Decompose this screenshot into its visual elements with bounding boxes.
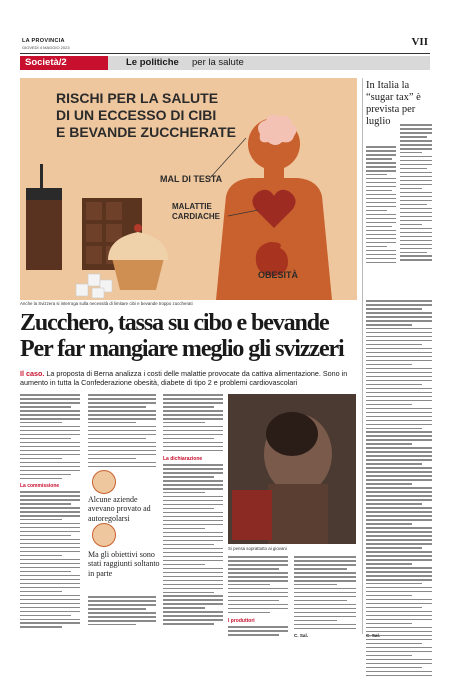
sidebar-title: In Italia la “sugar tax” è prevista per luglio xyxy=(366,80,421,127)
drink-icon xyxy=(26,164,62,270)
lead xyxy=(20,369,358,388)
headline-line1: Zucchero, tassa su cibo e bevande xyxy=(20,310,329,336)
sidebar-col-b-text xyxy=(400,124,432,263)
small-photo-illustration xyxy=(228,394,356,544)
section-title-bold: Le politiche xyxy=(126,57,179,68)
body-col1-text-top xyxy=(20,394,80,482)
small-photo xyxy=(228,394,356,544)
pullquote-1: Alcune aziende avevano provato ad autoregolarsi xyxy=(88,495,151,523)
sidebar-rule xyxy=(362,78,363,634)
masthead-rule xyxy=(20,53,430,54)
sidebar-col-a-text xyxy=(366,146,396,266)
body-col1-text-bottom xyxy=(20,491,80,630)
pullquote-icon-1 xyxy=(92,470,116,494)
small-photo-caption: Si pensa soprattutto ai giovani xyxy=(228,546,287,551)
subhead-produttori: I produttori xyxy=(228,618,255,624)
lead-kicker: Il caso. xyxy=(20,369,45,378)
subhead-commissione: La commissione xyxy=(20,483,60,489)
issue-date: GIOVEDÌ 4 MAGGIO 2023 xyxy=(22,45,70,50)
body-col4-text-bottom xyxy=(228,626,288,638)
pullquote-2: Ma gli obiettivi sono stati raggiunti soltanto in parte xyxy=(88,550,160,578)
page-number: VII xyxy=(411,36,428,48)
sidebar-lower-text xyxy=(366,300,432,679)
label-head: MAL DI TESTA xyxy=(160,174,223,184)
masthead xyxy=(0,0,450,48)
section-name: Società/2 xyxy=(25,57,67,68)
subhead-dichiarazione: La dichiarazione xyxy=(163,456,203,462)
headline-line2: Per far mangiare meglio gli svizzeri xyxy=(20,336,344,362)
body-col3-text-top xyxy=(163,394,223,454)
body-col5-text xyxy=(294,556,356,632)
sidebar-signature: C. Sal. xyxy=(366,633,381,638)
label-heart-line1: MALATTIE xyxy=(172,202,212,211)
paper-name: LA PROVINCIA xyxy=(22,38,65,44)
body-col3-text-bottom xyxy=(163,464,223,627)
photo-caption: Anche la Svizzera si interroga sulla necessità di limitare cibi e bevande troppo zuccherati xyxy=(20,301,193,306)
poster-headline-line3: E BEVANDE ZUCCHERATE xyxy=(56,124,236,140)
signature: C. Sal. xyxy=(294,633,309,638)
section-title-rest: per la salute xyxy=(192,57,244,68)
lead-text: La proposta di Berna analizza i costi delle malattie provocate da cattiva alimentazione. Sono in aumento in tutta la Confederazione obesità, diabete di tipo 2 e problemi cardiovascolari xyxy=(20,369,348,388)
main-photo xyxy=(20,78,357,300)
label-belly: OBESITÀ xyxy=(258,270,299,280)
body-col2-text xyxy=(88,394,156,470)
label-heart-line2: CARDIACHE xyxy=(172,212,220,221)
poster-headline-line1: RISCHI PER LA SALUTE xyxy=(56,90,219,106)
pullquote-icon-2 xyxy=(92,523,116,547)
poster-headline-line2: DI UN ECCESSO DI CIBI xyxy=(56,107,217,123)
body-col4-text xyxy=(228,556,288,616)
body-col2-text-bottom xyxy=(88,596,156,628)
sugar-cubes-icon xyxy=(76,274,112,298)
brain-icon xyxy=(258,115,297,145)
